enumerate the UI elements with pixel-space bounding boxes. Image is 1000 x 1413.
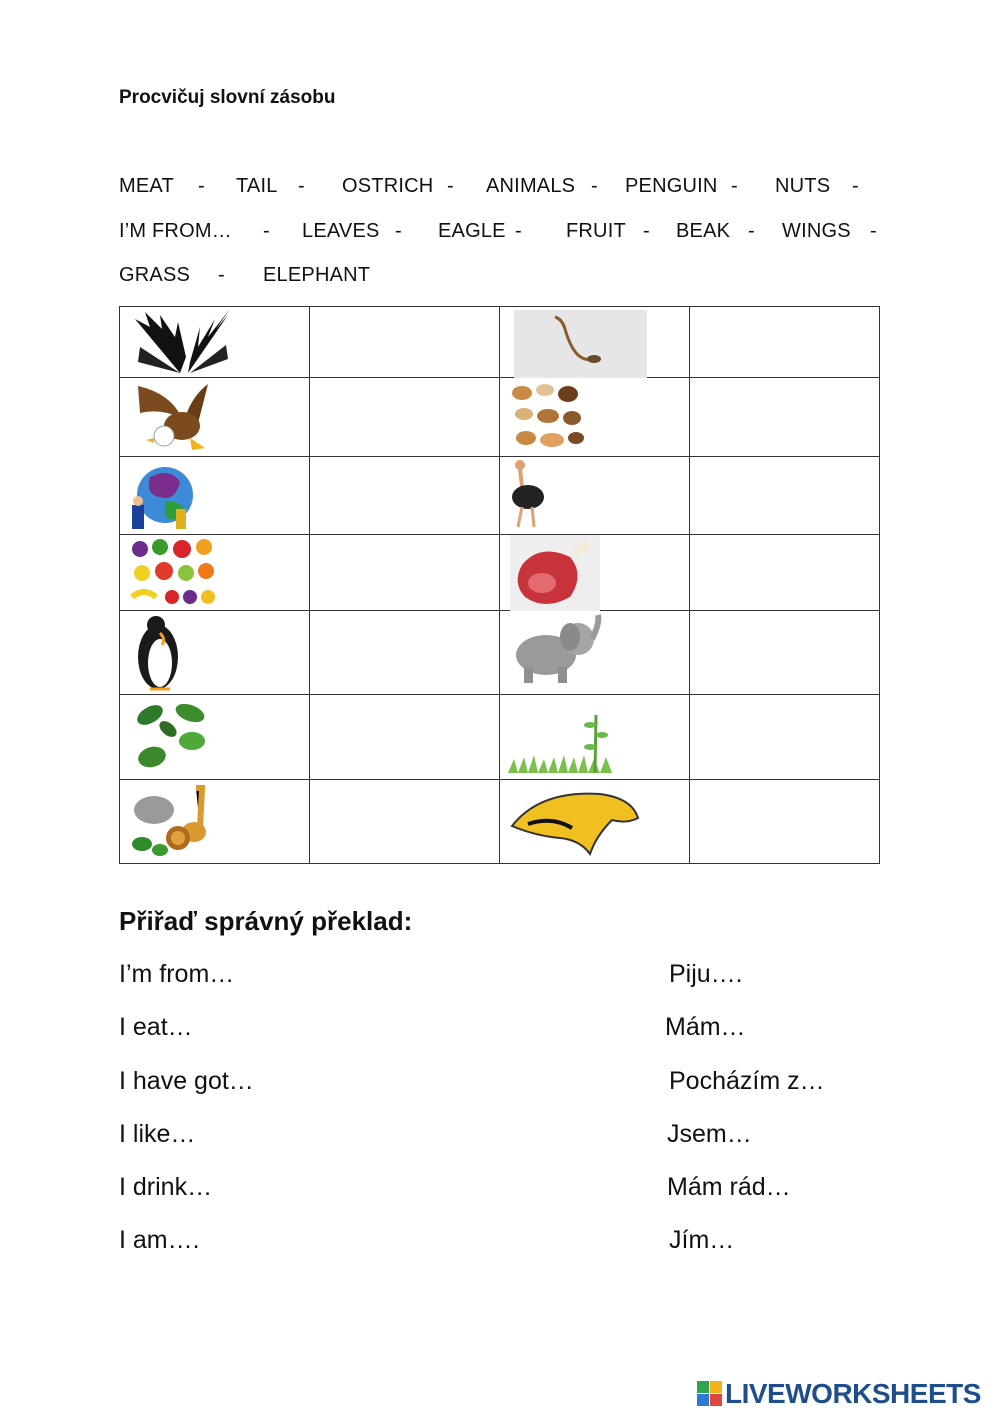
answer-cell[interactable] bbox=[690, 695, 880, 780]
picture-cell bbox=[120, 780, 310, 864]
answer-cell[interactable] bbox=[310, 378, 500, 457]
ostrich-picture bbox=[500, 457, 689, 535]
picture-cell bbox=[500, 695, 690, 780]
picture-cell bbox=[500, 378, 690, 457]
picture-cell bbox=[120, 535, 310, 611]
table-row bbox=[120, 535, 880, 611]
answer-cell[interactable] bbox=[690, 378, 880, 457]
answer-cell[interactable] bbox=[690, 535, 880, 611]
answer-cell[interactable] bbox=[310, 535, 500, 611]
leaves-picture bbox=[120, 695, 309, 780]
word-tail: TAIL bbox=[236, 175, 278, 197]
answer-cell[interactable] bbox=[310, 457, 500, 535]
czech-phrase: Mám rád… bbox=[667, 1173, 791, 1201]
word-leaves: LEAVES bbox=[302, 220, 380, 242]
picture-cell bbox=[500, 457, 690, 535]
beak-picture bbox=[500, 780, 689, 864]
english-phrase: I like… bbox=[119, 1120, 196, 1148]
czech-phrase: Jím… bbox=[669, 1226, 735, 1254]
word-nuts: NUTS bbox=[775, 175, 831, 197]
table-row bbox=[120, 780, 880, 864]
picture-cell bbox=[120, 611, 310, 695]
english-phrase: I’m from… bbox=[119, 960, 235, 988]
word-separator: - bbox=[395, 220, 402, 242]
word-elephant: ELEPHANT bbox=[263, 264, 371, 286]
answer-cell[interactable] bbox=[690, 457, 880, 535]
english-phrase: I have got… bbox=[119, 1067, 254, 1095]
word-penguin: PENGUIN bbox=[625, 175, 718, 197]
worksheet-title: Procvičuj slovní zásobu bbox=[119, 87, 336, 108]
word-separator: - bbox=[198, 175, 205, 197]
grass-picture bbox=[500, 695, 689, 780]
penguin-picture bbox=[120, 611, 309, 695]
animals-picture bbox=[120, 780, 309, 864]
picture-cell bbox=[120, 457, 310, 535]
word-separator: - bbox=[731, 175, 738, 197]
word-im-from: I’M FROM… bbox=[119, 220, 232, 242]
meat-picture bbox=[500, 535, 689, 611]
answer-cell[interactable] bbox=[690, 780, 880, 864]
tail-picture bbox=[500, 307, 689, 378]
word-separator: - bbox=[447, 175, 454, 197]
fruit-picture bbox=[120, 535, 309, 611]
word-ostrich: OSTRICH bbox=[342, 175, 434, 197]
nuts-picture bbox=[500, 378, 689, 457]
word-separator: - bbox=[748, 220, 755, 242]
table-row bbox=[120, 611, 880, 695]
word-wings: WINGS bbox=[782, 220, 851, 242]
word-animals: ANIMALS bbox=[486, 175, 576, 197]
czech-phrase: Jsem… bbox=[667, 1120, 752, 1148]
word-grass: GRASS bbox=[119, 264, 191, 286]
word-separator: - bbox=[591, 175, 598, 197]
picture-cell bbox=[120, 378, 310, 457]
logo-icon bbox=[697, 1381, 723, 1407]
table-row bbox=[120, 457, 880, 535]
picture-cell bbox=[500, 611, 690, 695]
vocabulary-table bbox=[119, 306, 880, 864]
english-phrase: I am…. bbox=[119, 1226, 200, 1254]
answer-cell[interactable] bbox=[690, 307, 880, 378]
word-beak: BEAK bbox=[676, 220, 731, 242]
english-phrase: I drink… bbox=[119, 1173, 213, 1201]
english-phrase: I eat… bbox=[119, 1013, 193, 1041]
liveworksheets-logo bbox=[697, 1377, 981, 1411]
czech-phrase: Piju…. bbox=[669, 960, 743, 988]
picture-cell bbox=[500, 780, 690, 864]
answer-cell[interactable] bbox=[310, 780, 500, 864]
table-row bbox=[120, 378, 880, 457]
word-separator: - bbox=[218, 264, 225, 286]
eagle-picture bbox=[120, 378, 309, 457]
word-separator: - bbox=[852, 175, 859, 197]
table-row bbox=[120, 695, 880, 780]
word-meat: MEAT bbox=[119, 175, 174, 197]
czech-phrase: Pocházím z… bbox=[669, 1067, 825, 1095]
picture-cell bbox=[500, 307, 690, 378]
i-am-from-globe-picture bbox=[120, 457, 309, 535]
elephant-picture bbox=[500, 611, 689, 695]
word-separator: - bbox=[298, 175, 305, 197]
picture-cell bbox=[120, 307, 310, 378]
answer-cell[interactable] bbox=[310, 695, 500, 780]
word-separator: - bbox=[263, 220, 270, 242]
word-eagle: EAGLE bbox=[438, 220, 506, 242]
wings-picture bbox=[120, 307, 309, 378]
word-fruit: FRUIT bbox=[566, 220, 626, 242]
answer-cell[interactable] bbox=[310, 611, 500, 695]
answer-cell[interactable] bbox=[310, 307, 500, 378]
czech-phrase: Mám… bbox=[665, 1013, 746, 1041]
answer-cell[interactable] bbox=[690, 611, 880, 695]
word-separator: - bbox=[870, 220, 877, 242]
picture-cell bbox=[500, 535, 690, 611]
word-separator: - bbox=[643, 220, 650, 242]
word-separator: - bbox=[515, 220, 522, 242]
table-row bbox=[120, 307, 880, 378]
picture-cell bbox=[120, 695, 310, 780]
logo-text: LIVEWORKSHEETS bbox=[725, 1378, 981, 1409]
matching-heading: Přiřaď správný překlad: bbox=[119, 906, 413, 936]
